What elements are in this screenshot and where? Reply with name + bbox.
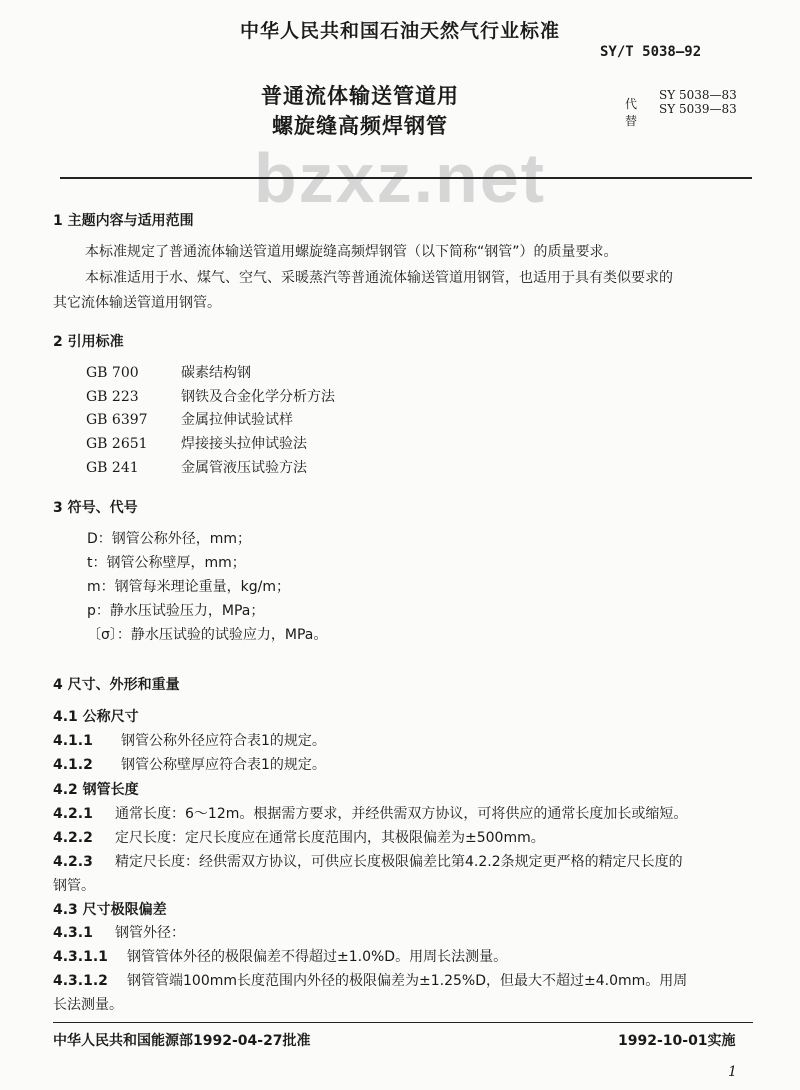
section-1-paragraph: 其它流体输送管道用钢管。 [53, 295, 221, 311]
clause-text: 钢管公称壁厚应符合表1的规定。 [121, 757, 326, 773]
reference-item [86, 362, 251, 382]
clause-number: 4.2.1 [53, 806, 93, 822]
doc-title-line-1: 普通流体输送管道用 [261, 84, 459, 108]
symbol-item: t：钢管公称壁厚，mm； [87, 555, 246, 571]
symbol-item: D：钢管公称外径，mm； [87, 531, 252, 547]
reference-title: 碳素结构钢 [181, 365, 251, 381]
clause-text: 钢管公称外径应符合表1的规定。 [121, 733, 326, 749]
clause [53, 730, 326, 750]
reference-title: 金属管液压试验方法 [181, 460, 307, 476]
subsection-heading: 4.3 尺寸极限偏差 [53, 902, 167, 918]
watermark: bzxz.net [253, 139, 547, 217]
reference-code: GB 241 [86, 460, 139, 476]
reference-item [86, 433, 307, 453]
clause-number: 4.3.1 [53, 925, 93, 941]
clause-number: 4.1.1 [53, 733, 93, 749]
approval-info: 中华人民共和国能源部1992-04-27批准 [53, 1033, 311, 1049]
clause-number: 4.1.2 [53, 757, 93, 773]
reference-item [86, 386, 335, 406]
page-number: 1 [728, 1064, 737, 1080]
clause [53, 827, 545, 847]
reference-item [86, 457, 307, 477]
symbol-item: p：静水压试验压力，MPa； [87, 603, 265, 619]
clause-text: 钢管管端100mm长度范围内外径的极限偏差为±1.25%D，但最大不超过±4.0mm。用周 [127, 973, 688, 989]
clause [53, 970, 687, 990]
clause [53, 754, 326, 774]
header-rule [60, 177, 752, 179]
reference-code: GB 6397 [86, 412, 148, 428]
section-1-heading: 1 主题内容与适用范围 [53, 213, 194, 229]
replaced-standard: SY 5038—83 [659, 88, 737, 102]
clause-number: 4.2.3 [53, 854, 93, 870]
reference-code: GB 223 [86, 389, 139, 405]
section-1-paragraph: 本标准适用于水、煤气、空气、采暖蒸汽等普通流体输送管道用钢管，也适用于具有类似要求的 [85, 270, 673, 286]
footer-rule [53, 1022, 753, 1023]
clause-text: 定尺长度：定尺长度应在通常长度范围内，其极限偏差为±500mm。 [115, 830, 545, 846]
reference-title: 焊接接头拉伸试验法 [181, 436, 307, 452]
clause-number: 4.3.1.1 [53, 949, 108, 965]
clause-number: 4.2.2 [53, 830, 93, 846]
subsection-heading: 4.1 公称尺寸 [53, 709, 139, 725]
clause-continuation: 钢管。 [53, 878, 95, 894]
clause [53, 922, 185, 942]
clause-text: 精定尺长度：经供需双方协议，可供应长度极限偏差比第4.2.2条规定更严格的精定尺长度的 [115, 854, 683, 870]
clause [53, 803, 687, 823]
clause [53, 851, 683, 871]
section-1-paragraph: 本标准规定了普通流体输送管道用螺旋缝高频焊钢管（以下简称“钢管”）的质量要求。 [85, 244, 618, 260]
clause-text: 钢管管体外径的极限偏差不得超过±1.0%D。用周长法测量。 [127, 949, 508, 965]
clause-continuation: 长法测量。 [53, 997, 123, 1013]
doc-title-line-2: 螺旋缝高频焊钢管 [272, 114, 448, 138]
symbol-item: m：钢管每米理论重量，kg/m； [87, 579, 290, 595]
header-title: 中华人民共和国石油天然气行业标准 [239, 20, 560, 42]
replaces-label: 代替 [625, 97, 638, 128]
subsection-heading: 4.2 钢管长度 [53, 782, 139, 798]
standard-code: SY/T 5038—92 [600, 44, 702, 60]
symbol-item: 〔σ〕：静水压试验的试验应力，MPa。 [87, 627, 328, 643]
reference-title: 钢铁及合金化学分析方法 [181, 389, 335, 405]
section-2-heading: 2 引用标准 [53, 334, 124, 350]
replaced-standard: SY 5039—83 [659, 102, 737, 116]
reference-title: 金属拉伸试验试样 [181, 412, 293, 428]
section-3-heading: 3 符号、代号 [53, 500, 138, 516]
reference-code: GB 2651 [86, 436, 148, 452]
implementation-date: 1992-10-01实施 [618, 1033, 736, 1049]
clause-number: 4.3.1.2 [53, 973, 108, 989]
clause [53, 946, 507, 966]
clause-text: 通常长度：6～12m。根据需方要求，并经供需双方协议，可将供应的通常长度加长或缩短。 [115, 806, 688, 822]
reference-code: GB 700 [86, 365, 139, 381]
clause-text: 钢管外径： [115, 925, 185, 941]
reference-item [86, 409, 293, 429]
section-4-heading: 4 尺寸、外形和重量 [53, 677, 180, 693]
